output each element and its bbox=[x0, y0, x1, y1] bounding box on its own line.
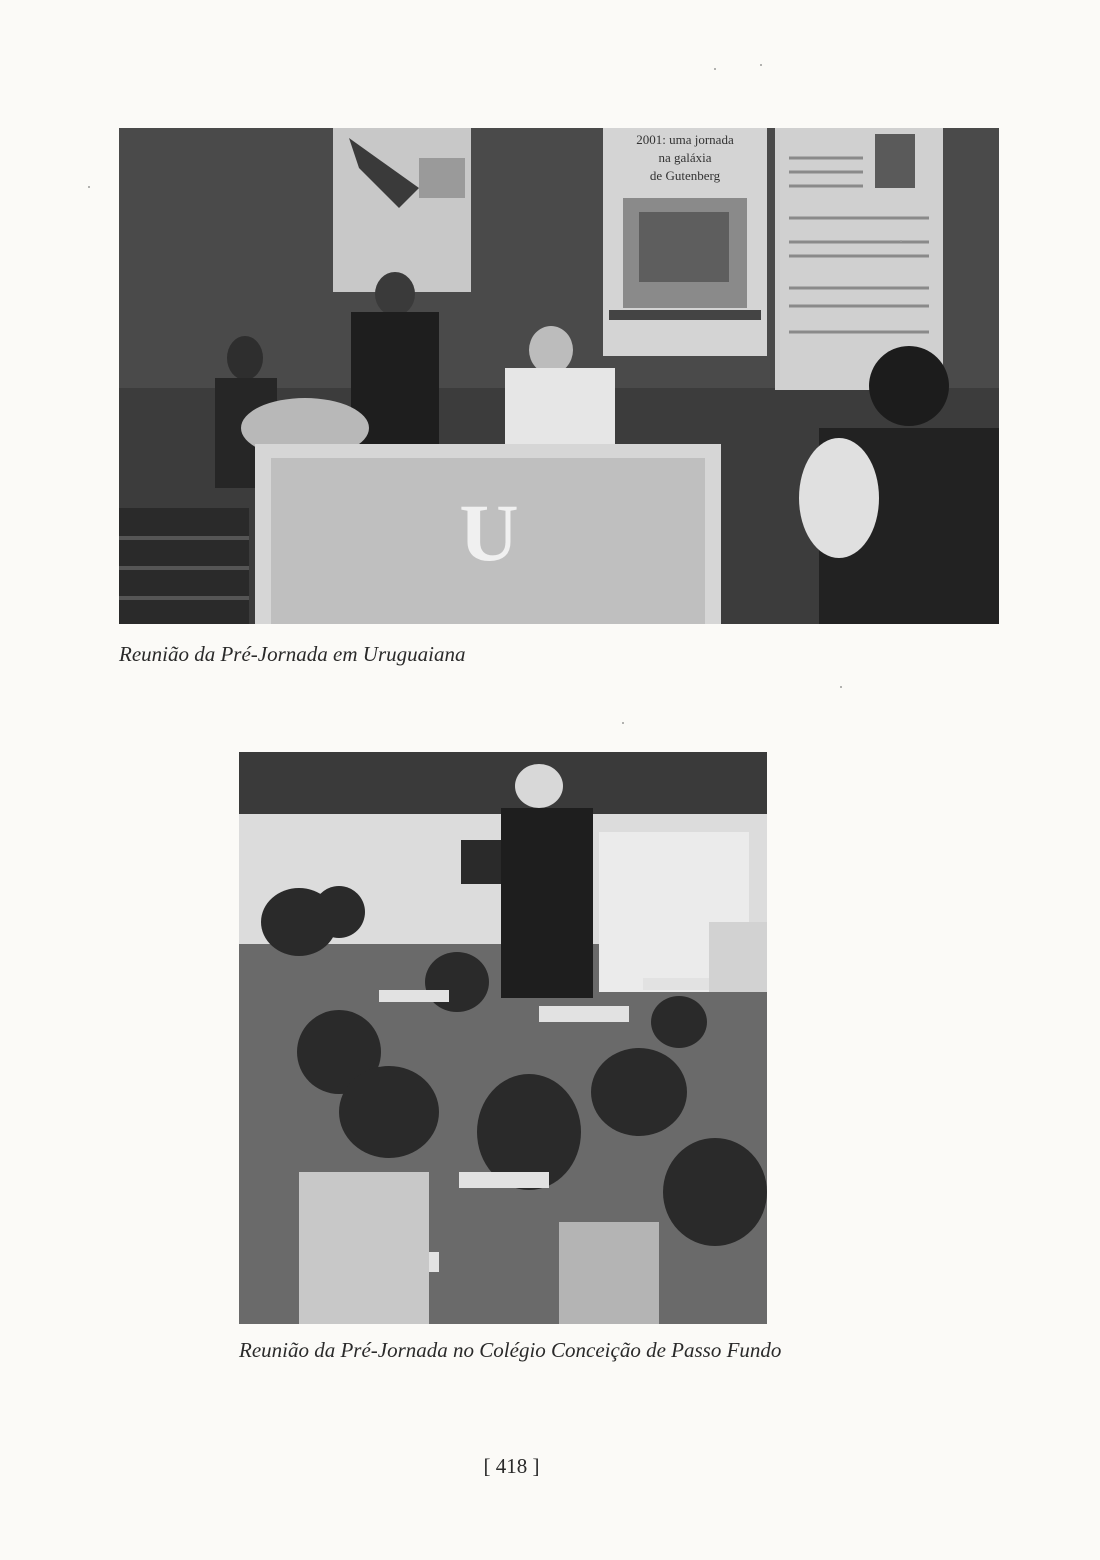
photo-uruguaiana-image bbox=[119, 128, 999, 624]
table-emblem: U bbox=[459, 487, 519, 578]
banner-text-line-1: 2001: uma jornada bbox=[636, 132, 734, 147]
photo-classroom-meeting bbox=[239, 752, 767, 1324]
photo-caption: Reunião da Pré-Jornada em Uruguaiana bbox=[119, 642, 466, 666]
photo-uruguaiana-meeting bbox=[119, 128, 999, 624]
banner-text-line-3: de Gutenberg bbox=[649, 168, 721, 183]
page-number: [ 418 ] bbox=[483, 1454, 540, 1478]
banner-text-line-2: na galáxia bbox=[658, 150, 712, 165]
photo-caption: Reunião da Pré-Jornada no Colégio Conceição de Passo Fundo bbox=[239, 1338, 782, 1362]
photo-classroom-image bbox=[239, 752, 767, 1324]
